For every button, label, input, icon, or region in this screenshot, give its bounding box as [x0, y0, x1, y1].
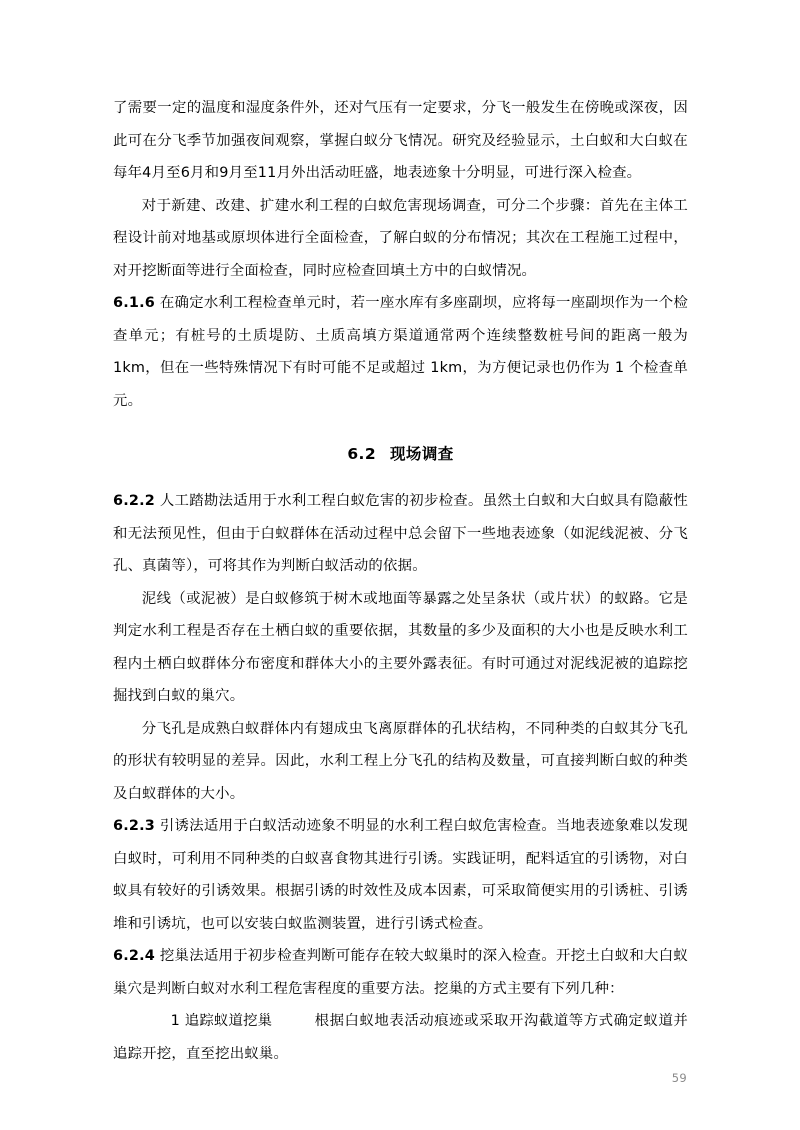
clause-6-1-6: [113, 287, 688, 417]
section-title: 现场调查: [390, 445, 454, 463]
page-number: 59: [671, 1071, 687, 1085]
clause-number-6-2-3: 6.2.3: [113, 818, 155, 834]
clause-number-6-2-2: 6.2.2: [113, 493, 155, 509]
paragraph-swarming-hole: 分飞孔是成熟白蚁群体内有翅成虫飞离原群体的孔状结构，不同种类的白蚁其分飞孔的形状有较明显的差异。因此，水利工程上分飞孔的结构及数量，可直接判断白蚁的种类及白蚁群体的大小。: [113, 720, 688, 802]
clause-text-6-2-2: 人工踏勘法适用于水利工程白蚁危害的初步检查。虽然土白蚁和大白蚁具有隐蔽性和无法预见性，但由于白蚁群体在活动过程中总会留下一些地表迹象（如泥线泥被、分飞孔、真菌等），可将其作为判断白蚁活动的依据。: [113, 493, 688, 574]
sub-item-1-label: 1 追踪蚁道挖巢: [170, 1013, 273, 1029]
clause-text-6-1-6: 在确定水利工程检查单元时，若一座水库有多座副坝，应将每一座副坝作为一个检查单元；有桩号的土质堤防、土质高填方渠道通常两个连续整数桩号间的距离一般为 1km，但在一些特殊情况下有时可能不足或超过 1km，为方便记录也仍作为 1 个检查单元。: [113, 295, 688, 409]
paragraph-survey-steps: 对于新建、改建、扩建水利工程的白蚁危害现场调查，可分二个步骤：首先在主体工程设计前对地基或原坝体进行全面检查，了解白蚁的分布情况；其次在工程施工过程中，对开挖断面等进行全面检查，同时应检查回填土方中的白蚁情况。: [113, 197, 688, 279]
clause-6-2-4: [113, 940, 688, 1005]
clause-6-2-3: [113, 810, 688, 940]
clause-6-2-2: [113, 485, 688, 583]
section-number: 6.2: [347, 445, 377, 463]
clause-number-6-1-6: 6.1.6: [113, 295, 155, 311]
sub-item-1: [113, 1005, 688, 1070]
clause-number-6-2-4: 6.2.4: [113, 948, 155, 964]
page-content: [113, 92, 688, 1070]
clause-text-6-2-4: 挖巢法适用于初步检查判断可能存在较大蚁巢时的深入检查。开挖土白蚁和大白蚁巢穴是判断白蚁对水利工程危害程度的重要方法。挖巢的方式主要有下列几种：: [113, 948, 688, 997]
paragraph-continued: 了需要一定的温度和湿度条件外，还对气压有一定要求，分飞一般发生在傍晚或深夜，因此可在分飞季节加强夜间观察，掌握白蚁分飞情况。研究及经验显示，土白蚁和大白蚁在每年4月至6月和9月至11月外出活动旺盛，地表迹象十分明显，可进行深入检查。: [113, 100, 688, 181]
paragraph-mud-line: 泥线（或泥被）是白蚁修筑于树木或地面等暴露之处呈条状（或片状）的蚁路。它是判定水利工程是否存在土栖白蚁的重要依据，其数量的多少及面积的大小也是反映水利工程内土栖白蚁群体分布密度和群体大小的主要外露表征。有时可通过对泥线泥被的追踪挖掘找到白蚁的巢穴。: [113, 590, 688, 704]
clause-text-6-2-3: 引诱法适用于白蚁活动迹象不明显的水利工程白蚁危害检查。当地表迹象难以发现白蚁时，可利用不同种类的白蚁喜食物其进行引诱。实践证明，配料适宜的引诱物，对白蚁具有较好的引诱效果。根据引诱的时效性及成本因素，可采取简便实用的引诱桩、引诱堆和引诱坑，也可以安装白蚁监测装置，进行引诱式检查。: [113, 818, 688, 932]
section-heading-6-2: [113, 439, 688, 469]
sub-item-1-text: 根据白蚁地表活动痕迹或采取开沟截道等方式确定蚁道并追踪开挖，直至挖出蚁巢。: [113, 1013, 688, 1062]
